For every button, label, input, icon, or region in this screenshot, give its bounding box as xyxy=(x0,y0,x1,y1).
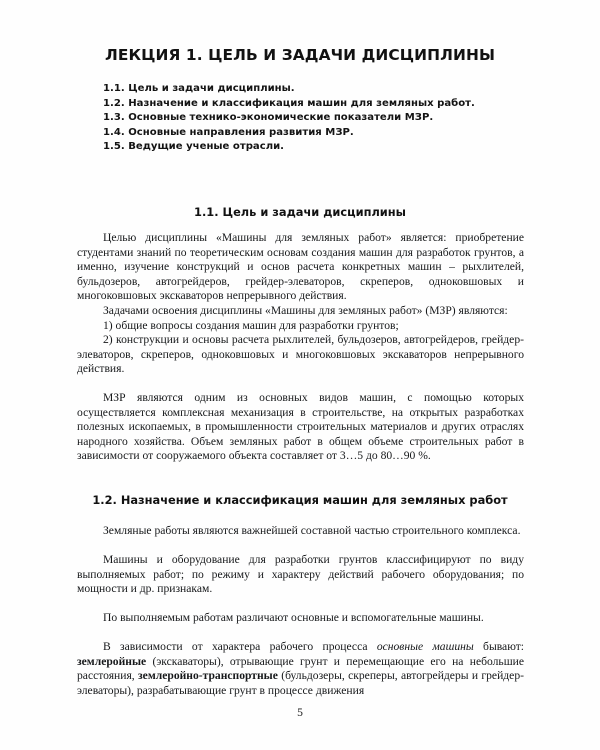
paragraph-process-block xyxy=(77,640,524,698)
paragraph-mzr-block xyxy=(77,391,524,464)
contents-item-1-3: 1.3. Основные технико-экономические показатели МЗР. xyxy=(103,112,434,124)
paragraph-process xyxy=(77,640,524,698)
process-text-3: (экскаваторы), отрывающие грунт и перемещающие его на небольшие расстояния, xyxy=(77,654,524,683)
page-number: 5 xyxy=(297,706,303,719)
process-term-earthmoving-transport: землеройно-транспортные xyxy=(138,669,278,683)
paragraph-mzr: МЗР являются одним из основных видов машин, с помощью которых осуществляется комплексная механизация в строительстве, на открытых разработках полезных ископаемых, в промышленности строительных материалов и других отраслях народного хозяйства. Объем земляных работ в общем объеме строительных работ в зависимости от сооружаемого объекта составляет от 3…5 до 80…90 %. xyxy=(77,391,524,463)
paragraph-earthworks: Земляные работы являются важнейшей составной частью строительного комплекса. xyxy=(103,524,521,537)
contents-item-1-2: 1.2. Назначение и классификация машин для земляных работ. xyxy=(103,97,475,109)
process-term-excavating: землеройные xyxy=(77,654,147,668)
section-heading-1-2: 1.2. Назначение и классификация машин для земляных работ xyxy=(92,493,508,508)
paragraph-machines: Машины и оборудование для разработки грунтов классифицируют по виду выполняемых работ; по режиму и характеру действий рабочего оборудования; по мощности и др. признакам. xyxy=(77,553,524,596)
contents-list xyxy=(103,82,533,155)
list-item-task-1: 1) общие вопросы создания машин для разработки грунтов; xyxy=(103,318,399,332)
contents-item-1-1: 1.1. Цель и задачи дисциплины. xyxy=(103,83,295,94)
contents-item-1-4: 1.4. Основные направления развития МЗР. xyxy=(103,126,354,138)
paragraph-tasks-intro: Задачами освоения дисциплины «Машины для земляных работ» (МЗР) являются: xyxy=(103,304,508,317)
contents-item-1-5: 1.5. Ведущие ученые отрасли. xyxy=(103,141,285,153)
list-item-task-2: 2) конструкции и основы расчета рыхлителей, бульдозеров, автогрейдеров, грейдер-элеваторов, скреперов, одноковшовых и многоковшовых экскаваторов непрерывного действия. xyxy=(77,333,524,376)
paragraph-goal-block xyxy=(77,231,524,304)
paragraph-machines-block xyxy=(77,553,524,597)
paragraph-bywork: По выполняемым работам различают основные и вспомогательные машины. xyxy=(103,611,484,624)
paragraph-tasks-block xyxy=(77,304,524,377)
paragraph-bywork-block xyxy=(77,611,524,626)
section-heading-1-1: 1.1. Цель и задачи дисциплины xyxy=(194,205,406,220)
paragraph-goal: Целью дисциплины «Машины для земляных работ» является: приобретение студентами знаний по теоретическим основам создания машин для разработок грунтов, а именно, изучение конструкций и основ расчета конкретных машин – рыхлителей, бульдозеров, автогрейдеров, грейдер-элеваторов, скреперов, одноковшовых и многоковшовых экскаваторов непрерывного действия. xyxy=(77,231,524,303)
process-text-4: (бульдозеры, скреперы, автогрейдеры и грейдер-элеваторы), разрабатывающие грунт в процессе движения xyxy=(77,669,524,697)
process-text-1: В зависимости от характера рабочего процесса xyxy=(103,640,377,653)
process-emphasis-main-machines: основные машины xyxy=(376,640,474,653)
process-text-2: бывают: xyxy=(473,640,525,653)
paragraph-earthworks-block xyxy=(77,524,524,539)
page-title: ЛЕКЦИЯ 1. ЦЕЛЬ И ЗАДАЧИ ДИСЦИПЛИНЫ xyxy=(104,46,495,65)
